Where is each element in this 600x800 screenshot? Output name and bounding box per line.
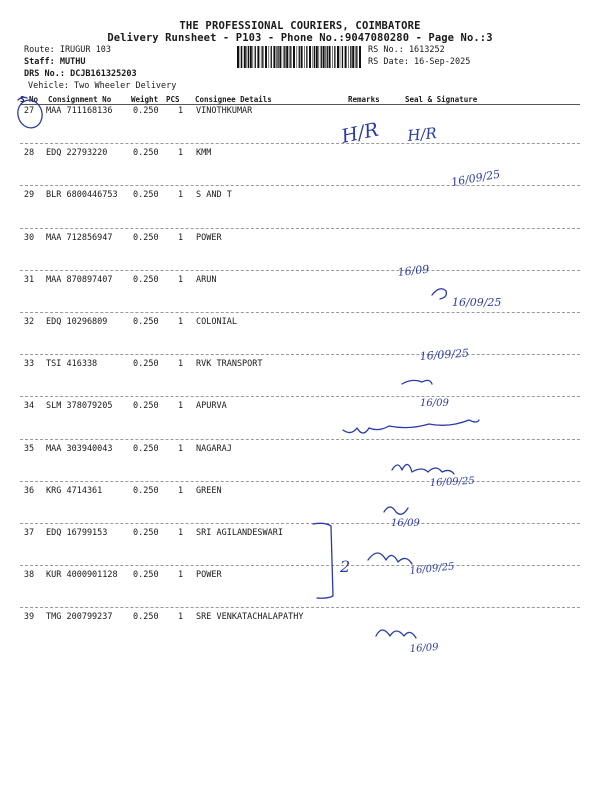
barcode-bar bbox=[241, 46, 242, 68]
serial-number: 28 bbox=[23, 148, 35, 159]
barcode-bar bbox=[262, 46, 263, 68]
signature-stroke bbox=[368, 553, 412, 564]
route-text: Route: IRUGUR 103 bbox=[24, 45, 111, 55]
consignment-number: MAA 712856947 bbox=[46, 232, 113, 243]
serial-number: 36 bbox=[23, 485, 35, 496]
barcode-bar bbox=[327, 46, 328, 68]
pieces-count: 1 bbox=[178, 274, 184, 285]
serial-number: 31 bbox=[23, 274, 35, 285]
barcode-bar bbox=[277, 46, 278, 68]
consignee-name: VINOTHKUMAR bbox=[196, 106, 253, 116]
col-pcs: PCS bbox=[166, 95, 180, 104]
barcode-bar bbox=[356, 46, 357, 68]
consignment-number: EDQ 22793220 bbox=[46, 148, 108, 159]
barcode-bar bbox=[352, 46, 354, 68]
weight-value: 0.250 bbox=[133, 190, 159, 201]
weight-value: 0.250 bbox=[133, 148, 159, 159]
row-divider bbox=[20, 143, 580, 144]
consignee-name: APURVA bbox=[196, 401, 227, 412]
barcode-bar bbox=[321, 46, 322, 68]
consignment-number: SLM 378079205 bbox=[46, 401, 113, 412]
pieces-count: 1 bbox=[178, 106, 184, 116]
serial-number: 29 bbox=[23, 190, 35, 201]
barcode-bar bbox=[240, 46, 241, 68]
weight-value: 0.250 bbox=[133, 359, 159, 370]
signature-37: 16/09/25 bbox=[409, 561, 455, 577]
consignee-name: KMM bbox=[196, 148, 212, 159]
barcode-bar bbox=[269, 46, 270, 68]
barcode-bar bbox=[299, 46, 300, 68]
row-divider bbox=[20, 523, 580, 524]
barcode-bar bbox=[279, 46, 281, 68]
barcode-bar bbox=[293, 46, 295, 68]
barcode-bar bbox=[314, 46, 315, 68]
pieces-count: 1 bbox=[178, 359, 184, 370]
barcode-bar bbox=[286, 46, 288, 68]
drs-value: DCJB161325203 bbox=[70, 69, 137, 79]
pieces-count: 1 bbox=[178, 570, 184, 581]
consignee-name: SRI AGILANDESWARI bbox=[196, 528, 283, 538]
consignee-name: S AND T bbox=[196, 190, 232, 201]
bracket-mark bbox=[313, 523, 333, 598]
col-weight: Weight bbox=[131, 95, 159, 104]
weight-value: 0.250 bbox=[133, 528, 159, 538]
row-divider bbox=[20, 607, 580, 608]
weight-value: 0.250 bbox=[133, 485, 159, 496]
barcode-bar bbox=[350, 46, 351, 68]
row-divider bbox=[20, 270, 580, 271]
pieces-count: 1 bbox=[178, 190, 184, 201]
barcode-bar bbox=[334, 46, 335, 68]
remark-27: H/R bbox=[339, 118, 381, 148]
consignee-name: SRE VENKATACHALAPATHY bbox=[196, 612, 304, 623]
weight-value: 0.250 bbox=[133, 232, 159, 243]
barcode-bar bbox=[348, 46, 349, 68]
rs-number: RS No.: 1613252 bbox=[368, 45, 445, 55]
row-divider bbox=[20, 312, 580, 313]
col-sno: S No bbox=[20, 95, 39, 104]
barcode-bar bbox=[325, 46, 326, 68]
row-divider bbox=[20, 565, 580, 566]
consignment-number: MAA 711168136 bbox=[46, 106, 113, 116]
header-divider bbox=[20, 104, 580, 105]
col-consignee: Consignee Details bbox=[195, 95, 272, 104]
remark-37-38: 2 bbox=[340, 557, 351, 576]
staff-label: Staff: bbox=[24, 57, 55, 67]
barcode-bar bbox=[248, 46, 249, 68]
row-divider bbox=[20, 228, 580, 229]
barcode-bar bbox=[342, 46, 343, 68]
signature-stroke bbox=[392, 464, 454, 474]
barcode-bar bbox=[359, 46, 361, 68]
consignment-number: BLR 6800446753 bbox=[46, 190, 118, 201]
consignment-number: KRG 4714361 bbox=[46, 485, 103, 496]
barcode-bar bbox=[289, 46, 290, 68]
row-divider bbox=[20, 185, 580, 186]
consignment-number: TSI 416338 bbox=[46, 359, 98, 370]
vehicle-text: Vehicle: Two Wheeler Delivery bbox=[28, 81, 177, 91]
pieces-count: 1 bbox=[178, 317, 184, 327]
consignee-name: RVK TRANSPORT bbox=[196, 359, 263, 370]
barcode-bar bbox=[345, 46, 347, 68]
barcode-bar bbox=[306, 46, 307, 68]
drs-line bbox=[24, 69, 137, 79]
barcode-bar bbox=[313, 46, 314, 68]
barcode-bar bbox=[332, 46, 333, 68]
weight-value: 0.250 bbox=[133, 570, 159, 581]
consignee-name: NAGARAJ bbox=[196, 443, 232, 454]
consignment-number: TMG 200799237 bbox=[46, 612, 113, 623]
barcode-bar bbox=[271, 46, 272, 68]
pieces-count: 1 bbox=[178, 148, 184, 159]
barcode-bar bbox=[309, 46, 311, 68]
staff-line bbox=[24, 57, 85, 67]
barcode-bar bbox=[337, 46, 339, 68]
barcode-bar bbox=[284, 46, 285, 68]
serial-number: 38 bbox=[23, 570, 35, 581]
signature-31: 16/09/25 bbox=[452, 296, 502, 309]
consignment-number: EDQ 10296809 bbox=[46, 317, 108, 327]
barcode-bar bbox=[319, 46, 320, 68]
drs-label: DRS No.: bbox=[24, 69, 65, 79]
barcode-bar bbox=[257, 46, 259, 68]
consignee-name: COLONIAL bbox=[196, 317, 237, 327]
barcode-bar bbox=[276, 46, 277, 68]
serial-number: 35 bbox=[23, 443, 35, 454]
serial-number: 33 bbox=[23, 359, 35, 370]
barcode-bar bbox=[323, 46, 325, 68]
col-seal-signature: Seal & Signature bbox=[405, 95, 478, 104]
barcode-bar bbox=[244, 46, 246, 68]
pieces-count: 1 bbox=[178, 401, 184, 412]
barcode-bar bbox=[237, 46, 239, 68]
signature-32: 16/09/25 bbox=[419, 346, 470, 363]
row-divider bbox=[20, 439, 580, 440]
weight-value: 0.250 bbox=[133, 443, 159, 454]
weight-value: 0.250 bbox=[133, 106, 159, 116]
signature-27: H/R bbox=[406, 123, 438, 145]
pieces-count: 1 bbox=[178, 528, 184, 538]
barcode-bar bbox=[247, 46, 248, 68]
consignee-name: POWER bbox=[196, 570, 222, 581]
signature-39: 16/09 bbox=[409, 642, 439, 655]
signature-34: 16/09 bbox=[420, 398, 449, 409]
barcode-bar bbox=[250, 46, 252, 68]
consignment-number: MAA 870897407 bbox=[46, 274, 113, 285]
weight-value: 0.250 bbox=[133, 401, 159, 412]
signature-35: 16/09/25 bbox=[429, 475, 476, 489]
weight-value: 0.250 bbox=[133, 317, 159, 327]
barcode bbox=[237, 46, 362, 68]
row-divider bbox=[20, 481, 580, 482]
pieces-count: 1 bbox=[178, 612, 184, 623]
barcode-bar bbox=[265, 46, 267, 68]
barcode-bar bbox=[340, 46, 341, 68]
pieces-count: 1 bbox=[178, 485, 184, 496]
row-divider bbox=[20, 396, 580, 397]
barcode-bar bbox=[329, 46, 331, 68]
barcode-bar bbox=[290, 46, 291, 68]
consignee-name: ARUN bbox=[196, 274, 217, 285]
barcode-bar bbox=[316, 46, 318, 68]
weight-value: 0.250 bbox=[133, 274, 159, 285]
consignee-name: GREEN bbox=[196, 485, 222, 496]
weight-value: 0.250 bbox=[133, 612, 159, 623]
barcode-bar bbox=[283, 46, 284, 68]
signature-30: 16/09 bbox=[396, 262, 430, 279]
barcode-bar bbox=[261, 46, 262, 68]
consignee-name: POWER bbox=[196, 232, 222, 243]
row-divider bbox=[20, 354, 580, 355]
consignment-number: EDQ 16799153 bbox=[46, 528, 108, 538]
col-consignment: Consignment No bbox=[48, 95, 112, 104]
signature-28: 16/09/25 bbox=[450, 167, 502, 189]
serial-number: 34 bbox=[23, 401, 35, 412]
signature-36: 16/09 bbox=[391, 518, 420, 529]
barcode-bar bbox=[301, 46, 303, 68]
consignment-number: MAA 303940043 bbox=[46, 443, 113, 454]
runsheet-title: Delivery Runsheet - P103 - Phone No.:9047080280 - Page No.:3 bbox=[107, 32, 493, 44]
signature-stroke bbox=[402, 380, 432, 384]
company-title: THE PROFESSIONAL COURIERS, COIMBATORE bbox=[179, 20, 421, 32]
pieces-count: 1 bbox=[178, 232, 184, 243]
serial-number: 27 bbox=[23, 106, 35, 116]
signature-stroke bbox=[343, 420, 479, 433]
barcode-bar bbox=[355, 46, 356, 68]
pieces-count: 1 bbox=[178, 443, 184, 454]
barcode-bar bbox=[273, 46, 275, 68]
signature-stroke bbox=[376, 630, 416, 638]
consignment-number: KUR 4000901128 bbox=[46, 570, 118, 581]
col-remarks: Remarks bbox=[348, 95, 380, 104]
serial-number: 32 bbox=[23, 317, 35, 327]
barcode-bar bbox=[253, 46, 254, 68]
signature-stroke bbox=[384, 507, 408, 514]
serial-number: 39 bbox=[23, 612, 35, 623]
serial-number: 30 bbox=[23, 232, 35, 243]
serial-number: 37 bbox=[23, 528, 35, 538]
rs-date: RS Date: 16-Sep-2025 bbox=[368, 57, 471, 67]
signature-stroke bbox=[432, 289, 446, 299]
staff-value: MUTHU bbox=[59, 57, 86, 67]
barcode-bar bbox=[255, 46, 256, 68]
barcode-bar bbox=[297, 46, 298, 68]
barcode-bar bbox=[304, 46, 305, 68]
